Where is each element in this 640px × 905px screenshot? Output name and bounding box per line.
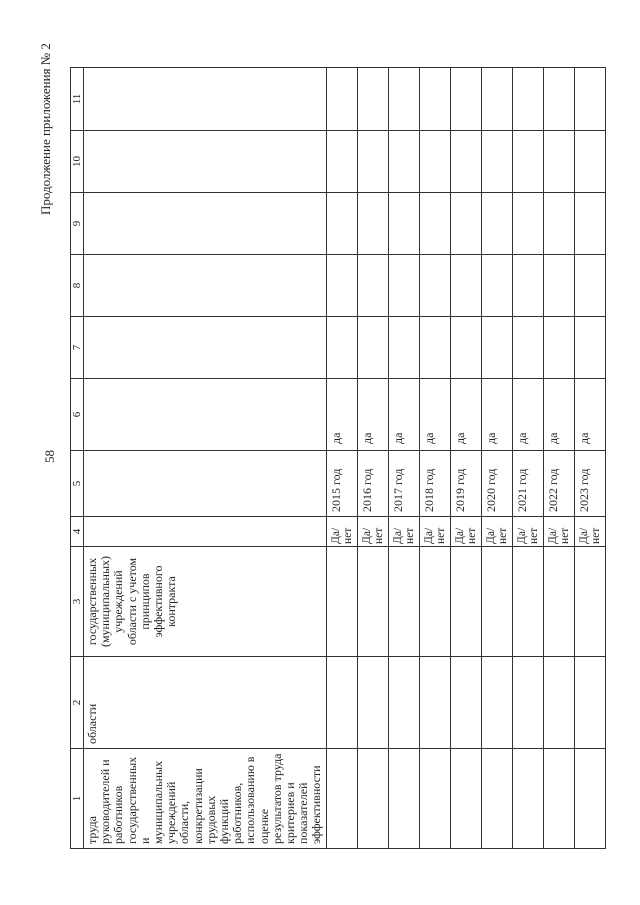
- table-row: [512, 68, 543, 849]
- table-row: [481, 68, 512, 849]
- empty-cell: [574, 193, 605, 255]
- unit-cell: Да/ нет: [481, 517, 512, 547]
- table-row: [388, 68, 419, 849]
- page-number: 58: [42, 450, 57, 463]
- unit-cell: Да/ нет: [357, 517, 388, 547]
- unit-cell: Да/ нет: [388, 517, 419, 547]
- empty-cell: [574, 657, 605, 749]
- responsible-executor: области: [84, 657, 327, 749]
- empty-cell: [543, 255, 574, 317]
- empty-cell: [419, 657, 450, 749]
- unit-cell: Да/ нет: [450, 517, 481, 547]
- empty-cell: [357, 131, 388, 193]
- year-cell: 2016 год: [357, 451, 388, 517]
- value-cell: да: [574, 379, 605, 451]
- value-cell: да: [512, 379, 543, 451]
- header-cell: 5: [71, 451, 84, 517]
- empty-cell: [450, 131, 481, 193]
- empty-cell: [450, 255, 481, 317]
- value-cell: да: [326, 379, 357, 451]
- year-cell: 2015 год: [326, 451, 357, 517]
- empty-cell: [512, 193, 543, 255]
- empty-cell: [388, 657, 419, 749]
- empty-cell: [326, 657, 357, 749]
- empty-cell: [543, 131, 574, 193]
- empty-cell: [450, 657, 481, 749]
- unit-cell: Да/ нет: [326, 517, 357, 547]
- empty-cell: [574, 317, 605, 379]
- empty-cell: [481, 547, 512, 657]
- empty-cell: [543, 749, 574, 849]
- empty-cell: [512, 68, 543, 131]
- empty-cell: [419, 547, 450, 657]
- header-cell: 10: [71, 131, 84, 193]
- empty-cell: [512, 749, 543, 849]
- empty-cell: [326, 317, 357, 379]
- value-cell: да: [419, 379, 450, 451]
- empty-cell: [481, 317, 512, 379]
- empty-cell: [357, 255, 388, 317]
- empty-cell: [326, 131, 357, 193]
- unit-cell: Да/ нет: [419, 517, 450, 547]
- table-row: [543, 68, 574, 849]
- empty-cell: [326, 547, 357, 657]
- empty-cell: [388, 547, 419, 657]
- empty-cell: [388, 131, 419, 193]
- value-cell: да: [450, 379, 481, 451]
- measure-description: труда руководителей и работников государственных и муниципальных учреждений области, конкретизации трудовых функций работников, использованию в оценке результатов труда критериев и показателей эффективности: [84, 749, 327, 849]
- table-row: [450, 68, 481, 849]
- appendix-label: Продолжение приложения № 2: [38, 43, 53, 215]
- value-cell: да: [357, 379, 388, 451]
- header-row: [71, 68, 84, 849]
- empty-cell: [574, 131, 605, 193]
- year-cell: 2019 год: [450, 451, 481, 517]
- empty-cell: [574, 68, 605, 131]
- indicator-description: государственных (муниципальных) учреждений области с учетом принципов эффективного контракта: [84, 547, 327, 657]
- empty-cell: [450, 547, 481, 657]
- header-cell: 8: [71, 255, 84, 317]
- unit-cell: Да/ нет: [543, 517, 574, 547]
- first-data-row: [84, 68, 327, 849]
- header-cell: 2: [71, 657, 84, 749]
- empty-cell: [543, 317, 574, 379]
- empty-cell: [419, 255, 450, 317]
- empty-cell: [419, 749, 450, 849]
- empty-cell: [543, 68, 574, 131]
- header-cell: 1: [71, 749, 84, 849]
- year-cell: 2023 год: [574, 451, 605, 517]
- empty-cell: [357, 547, 388, 657]
- value-cell: да: [481, 379, 512, 451]
- empty-cell: [419, 131, 450, 193]
- empty-cell: [574, 749, 605, 849]
- empty-cell: [450, 193, 481, 255]
- empty-cell: [326, 68, 357, 131]
- empty-cell: [543, 193, 574, 255]
- empty-cell: [543, 657, 574, 749]
- empty-cell: [419, 68, 450, 131]
- empty-cell: [388, 749, 419, 849]
- year-cell: 2018 год: [419, 451, 450, 517]
- empty-cell: [450, 749, 481, 849]
- empty-cell: [574, 547, 605, 657]
- empty-cell: [388, 255, 419, 317]
- unit-cell: Да/ нет: [512, 517, 543, 547]
- year-cell: 2017 год: [388, 451, 419, 517]
- empty-cell: [481, 749, 512, 849]
- empty-cell: [481, 193, 512, 255]
- year-cell: 2021 год: [512, 451, 543, 517]
- empty-cell: [481, 68, 512, 131]
- empty-cell: [357, 657, 388, 749]
- empty-cell: [512, 547, 543, 657]
- header-cell: 6: [71, 379, 84, 451]
- empty-cell: [543, 547, 574, 657]
- year-cell: 2022 год: [543, 451, 574, 517]
- empty-cell: [357, 68, 388, 131]
- table-row: [357, 68, 388, 849]
- header-cell: 3: [71, 547, 84, 657]
- empty-cell: [512, 317, 543, 379]
- header-cell: 9: [71, 193, 84, 255]
- empty-cell: [481, 131, 512, 193]
- empty-cell: [419, 317, 450, 379]
- table-row: [419, 68, 450, 849]
- empty-cell: [357, 317, 388, 379]
- empty-cell: [357, 193, 388, 255]
- header-cell: 11: [71, 68, 84, 131]
- empty-cell: [326, 193, 357, 255]
- header-cell: 4: [71, 517, 84, 547]
- empty-cell: [326, 255, 357, 317]
- empty-cell: [419, 193, 450, 255]
- unit-cell: Да/ нет: [574, 517, 605, 547]
- empty-cell: [326, 749, 357, 849]
- table-row: [574, 68, 605, 849]
- empty-cell: [388, 317, 419, 379]
- empty-cell: [388, 193, 419, 255]
- empty-cell: [512, 131, 543, 193]
- year-cell: 2020 год: [481, 451, 512, 517]
- empty-cell: [388, 68, 419, 131]
- header-cell: 7: [71, 317, 84, 379]
- empty-cell: [512, 255, 543, 317]
- empty-cell: [481, 657, 512, 749]
- empty-cell: [450, 68, 481, 131]
- empty-cell: [450, 317, 481, 379]
- empty-cell: [574, 255, 605, 317]
- empty-cell: [481, 255, 512, 317]
- table-row: [326, 68, 357, 849]
- data-table: [70, 67, 606, 849]
- value-cell: да: [543, 379, 574, 451]
- value-cell: да: [388, 379, 419, 451]
- empty-cell: [512, 657, 543, 749]
- empty-cell: [357, 749, 388, 849]
